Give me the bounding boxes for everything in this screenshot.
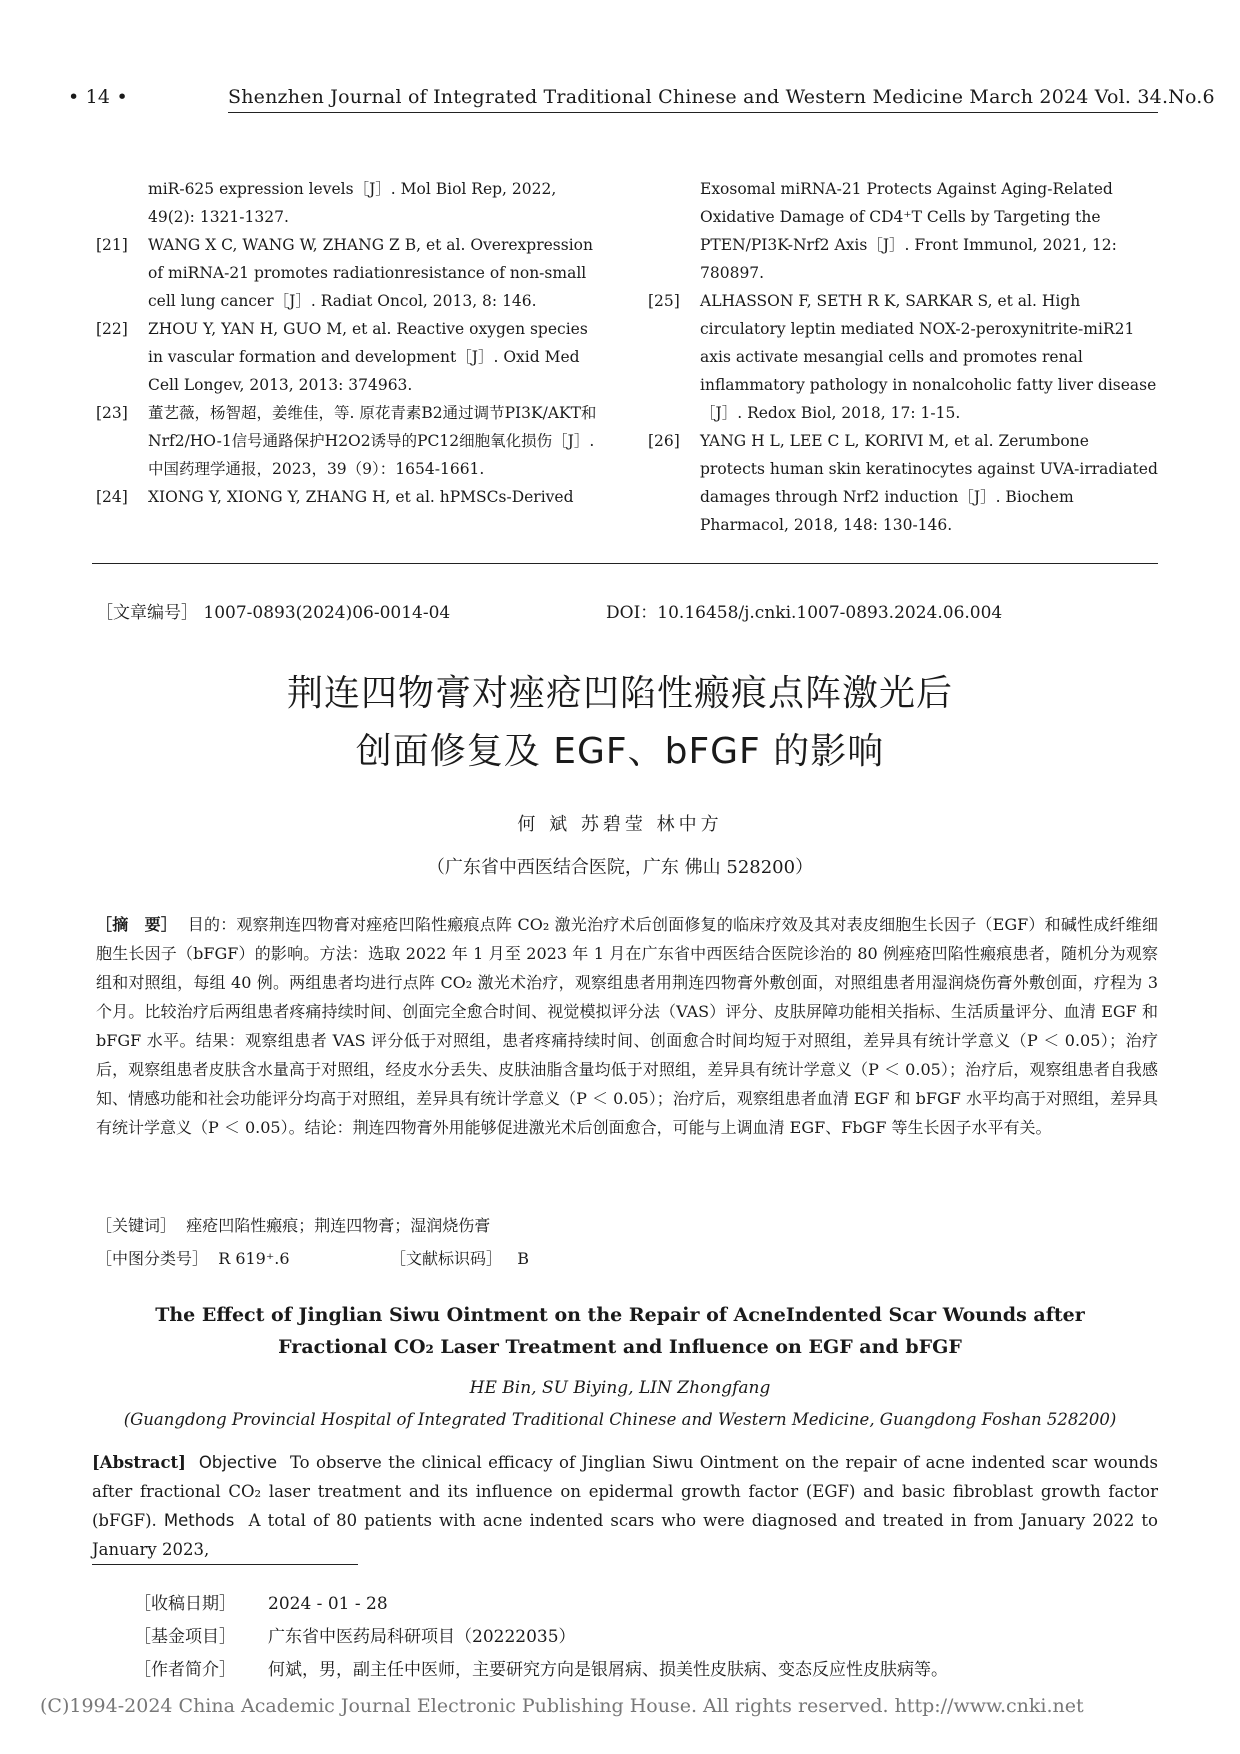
reference-item: miR-625 expression levels［J］. Mol Biol Rep, 2022, 49(2): 1321-1327. [148, 180, 557, 226]
title-cn-line1: 荆连四物膏对痤疮凹陷性瘢痕点阵激光后 [286, 673, 953, 714]
page-number: • 14 • [68, 86, 128, 108]
clc-label: ［中图分类号］ [96, 1249, 209, 1268]
section-divider [92, 563, 1158, 564]
reference-item: [21] WANG X C, WANG W, ZHANG Z B, et al. Overexpression of miRNA-21 promotes radiationresistance of non-small cell lung cancer［J］. Radiat Oncol, 2013, 8: 146. [96, 236, 593, 310]
affiliation-cn: （广东省中西医结合医院，广东 佛山 528200） [426, 857, 814, 878]
keywords-label: ［关键词］ [96, 1216, 177, 1235]
footnote-received: ［收稿日期］ 2024 - 01 - 28 [134, 1594, 388, 1614]
abstract-en-label: [Abstract] [92, 1453, 186, 1472]
abstract-cn [96, 910, 1158, 1142]
abstract-cn-label: ［摘 要］ [96, 915, 178, 934]
reference-item: [26] YANG H L, LEE C L, KORIVI M, et al. Zerumbone protects human skin keratinocytes against UVA-irradiated damages through Nrf2 induction［J］. Biochem Pharmacol, 2018, 148: 130-146. [648, 432, 1158, 534]
abstract-cn-text: 目的：观察荆连四物膏对痤疮凹陷性瘢痕点阵 CO₂ 激光治疗术后创面修复的临床疗效及其对表皮细胞生长因子（EGF）和碱性成纤维细胞生长因子（bFGF）的影响。方法：选取 2022 年 1 月至 2023 年 1 月在广东省中西医结合医院诊治的 80 例痤疮凹陷性瘢痕患者，随机分为观察组和对照组，每组 40 例。两组患者均进行点阵 CO₂ 激光术治疗，观察组患者用荆连四物膏外敷创面，对照组患者用湿润烧伤膏外敷创面，疗程为 3 个月。比较治疗后两组患者疼痛持续时间、创面完全愈合时间、视觉模拟评分法（VAS）评分、皮肤屏障功能相关指标、生活质量评分、血清 EGF 和 bFGF 水平。结果：观察组患者 VAS 评分低于对照组，患者疼痛持续时间、创面愈合时间均短于对照组，差异具有统计学意义（P ＜ 0.05）；治疗后，观察组患者皮肤含水量高于对照组，经皮水分丢失、皮肤油脂含量均低于对照组，差异具有统计学意义（P ＜ 0.05）；治疗后，观察组患者自我感知、情感功能和社会功能评分均高于对照组，差异具有统计学意义（P ＜ 0.05）；治疗后，观察组患者血清 EGF 和 bFGF 水平均高于对照组，差异具有统计学意义（P ＜ 0.05）。结论：荆连四物膏外用能够促进激光术后创面愈合，可能与上调血清 EGF、FbGF 等生长因子水平有关。 [96, 915, 1158, 1137]
authors-cn: 何 斌 苏碧莹 林中方 [517, 814, 723, 835]
methods-label: Methods [163, 1511, 235, 1530]
journal-title: Shenzhen Journal of Integrated Traditional Chinese and Western Medicine March 2024 Vol. 34.No.6 [228, 86, 1215, 108]
abstract-en [92, 1448, 1158, 1564]
reference-item: Exosomal miRNA-21 Protects Against Aging-Related Oxidative Damage of CD4⁺T Cells by Targeting the PTEN/PI3K-Nrf2 Axis［J］. Front Immunol, 2021, 12: 780897. [700, 180, 1117, 282]
copyright-notice: (C)1994-2024 China Academic Journal Electronic Publishing House. All rights reserved. http://www.cnki.net [40, 1695, 1084, 1717]
footnote-rule [92, 1564, 358, 1565]
footnotes [134, 1588, 948, 1687]
authors-en: HE Bin, SU Biying, LIN Zhongfang [469, 1378, 771, 1398]
objective-text: To observe the clinical efficacy of Jinglian Siwu Ointment on the repair of acne indented scar wounds after fractional CO₂ laser treatment and its influence on epidermal growth factor (EGF) and basic fibroblast growth factor (bFGF). [92, 1453, 1158, 1530]
doc-value: B [517, 1249, 530, 1268]
doi: DOI：10.16458/j.cnki.1007-0893.2024.06.004 [606, 603, 1003, 623]
methods-text: A total of 80 patients with acne indented scars who were diagnosed and treated in from January 2022 to January 2023, [92, 1511, 1158, 1559]
reference-item: [23] 董艺薇，杨智超，姜维佳，等. 原花青素B2通过调节PI3K/AKT和Nrf2/HO-1信号通路保护H2O2诱导的PC12细胞氧化损伤［J］. 中国药理学通报，2023，39（9）：1654-1661. [96, 404, 597, 478]
doc-label: ［文献标识码］ [390, 1249, 503, 1268]
keywords [96, 1213, 490, 1236]
article-title-cn [0, 665, 1240, 781]
affiliation-en: (Guangdong Provincial Hospital of Integrated Traditional Chinese and Western Medicine, Guangdong Foshan 528200) [123, 1410, 1117, 1429]
title-cn-line2: 创面修复及 EGF、bFGF 的影响 [355, 731, 885, 772]
reference-item: [22] ZHOU Y, YAN H, GUO M, et al. Reactive oxygen species in vascular formation and development［J］. Oxid Med Cell Longev, 2013, 2013: 374963. [96, 320, 588, 394]
article-number: ［文章编号］ 1007-0893(2024)06-0014-04 [96, 603, 451, 623]
reference-item: [25] ALHASSON F, SETH R K, SARKAR S, et al. High circulatory leptin mediated NOX-2-peroxynitrite-miR21 axis activate mesangial cells and promotes renal inflammatory pathology in nonalcoholic fatty liver disease［J］. Redox Biol, 2018, 17: 1-15. [648, 292, 1157, 422]
article-title-en: The Effect of Jinglian Siwu Ointment on the Repair of AcneIndented Scar Wounds after Fractional CO₂ Laser Treatment and Influence on EGF and bFGF [155, 1304, 1085, 1358]
keywords-text: 痤疮凹陷性瘢痕；荆连四物膏；湿润烧伤膏 [186, 1216, 491, 1235]
footnote-funding: ［基金项目］ 广东省中医药局科研项目（20222035） [134, 1627, 576, 1647]
footnote-author-bio: ［作者简介］ 何斌，男，副主任中医师，主要研究方向是银屑病、损美性皮肤病、变态反应性皮肤病等。 [134, 1660, 948, 1680]
article-identifiers [96, 598, 1156, 623]
reference-item: [24] XIONG Y, XIONG Y, ZHANG H, et al. hPMSCs-Derived [96, 488, 574, 506]
objective-label: Objective [198, 1453, 278, 1472]
header-rule [228, 112, 1158, 113]
references-right-column [648, 175, 1158, 539]
classification [96, 1246, 796, 1269]
clc-value: R 619⁺.6 [218, 1249, 290, 1268]
references-left-column [96, 175, 604, 511]
